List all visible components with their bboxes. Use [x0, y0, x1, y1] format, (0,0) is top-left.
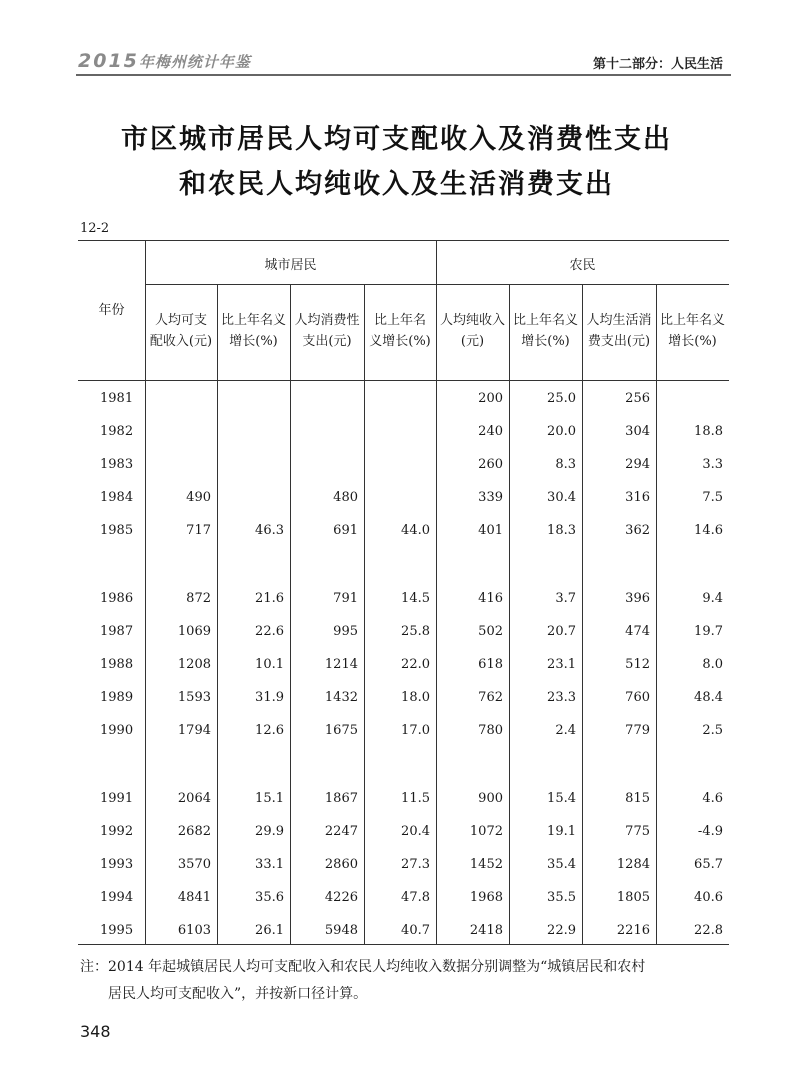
- yearbook-name: 年梅州统计年鉴: [138, 53, 251, 71]
- column-header: 人均生活消费支出(元): [586, 313, 652, 349]
- table-cell: 22.0: [401, 657, 430, 672]
- footnote-line2: 居民人均可支配收入”，并按新口径计算。: [108, 986, 368, 1002]
- group-header-rule: [145, 284, 729, 285]
- row-year: 1990: [100, 723, 134, 738]
- column-divider: [145, 240, 146, 944]
- yearbook-title: [78, 50, 251, 72]
- row-year: 1995: [100, 923, 134, 938]
- table-cell: 27.3: [401, 857, 430, 872]
- table-cell: 8.0: [702, 657, 723, 672]
- table-cell: 2.5: [702, 723, 723, 738]
- table-cell: 30.4: [547, 490, 576, 505]
- table-cell: 294: [625, 457, 650, 472]
- table-cell: 22.9: [547, 923, 576, 938]
- table-cell: 15.1: [255, 791, 284, 806]
- table-cell: 1452: [469, 857, 503, 872]
- table-cell: 762: [478, 690, 503, 705]
- table-cell: 304: [625, 424, 650, 439]
- header-rule: [76, 74, 731, 76]
- table-cell: 2064: [177, 791, 211, 806]
- table-cell: 40.6: [694, 890, 723, 905]
- table-cell: 5948: [324, 923, 358, 938]
- column-header: 比上年名义增长(%): [221, 313, 287, 349]
- table-bottom-rule: [78, 944, 729, 945]
- table-cell: 10.1: [255, 657, 284, 672]
- table-cell: 512: [625, 657, 650, 672]
- table-cell: 260: [478, 457, 503, 472]
- table-cell: 22.6: [255, 624, 284, 639]
- table-cell: 20.4: [401, 824, 430, 839]
- column-header: 人均纯收入(元): [440, 313, 506, 349]
- table-cell: 1675: [324, 723, 358, 738]
- table-cell: 15.4: [547, 791, 576, 806]
- column-divider: [364, 284, 365, 944]
- row-year: 1989: [100, 690, 134, 705]
- table-cell: 480: [333, 490, 358, 505]
- table-cell: 316: [625, 490, 650, 505]
- row-year: 1985: [100, 523, 134, 538]
- row-year: 1987: [100, 624, 134, 639]
- column-header-rule: [78, 380, 729, 381]
- table-cell: 25.0: [547, 391, 576, 406]
- table-cell: 1805: [616, 890, 650, 905]
- column-divider: [290, 284, 291, 944]
- column-divider: [582, 284, 583, 944]
- row-year: 1994: [100, 890, 134, 905]
- table-cell: 6103: [177, 923, 211, 938]
- table-cell: 618: [478, 657, 503, 672]
- row-year: 1991: [100, 791, 134, 806]
- row-year: 1992: [100, 824, 134, 839]
- footnote-line1: 注：2014 年起城镇居民人均可支配收入和农民人均纯收入数据分别调整为“城镇居民和农村: [80, 959, 646, 975]
- statistics-table: [78, 240, 729, 944]
- table-cell: 1072: [469, 824, 503, 839]
- table-cell: 18.3: [547, 523, 576, 538]
- table-top-rule: [78, 240, 729, 241]
- page-title-line2: 和农民人均纯收入及生活消费支出: [179, 169, 614, 200]
- table-cell: 416: [478, 591, 503, 606]
- table-cell: 4841: [177, 890, 211, 905]
- table-cell: 200: [478, 391, 503, 406]
- table-cell: 760: [625, 690, 650, 705]
- year-header: 年份: [98, 303, 125, 318]
- column-header: 比上年名义增长(%): [660, 313, 726, 349]
- column-divider: [436, 240, 437, 944]
- table-cell: 26.1: [255, 923, 284, 938]
- table-cell: 791: [333, 591, 358, 606]
- table-cell: 23.3: [547, 690, 576, 705]
- row-year: 1984: [100, 490, 134, 505]
- table-cell: 1069: [177, 624, 211, 639]
- table-cell: 48.4: [694, 690, 723, 705]
- table-cell: 815: [625, 791, 650, 806]
- table-cell: 35.5: [547, 890, 576, 905]
- table-cell: 8.3: [555, 457, 576, 472]
- table-cell: 29.9: [255, 824, 284, 839]
- table-cell: 474: [625, 624, 650, 639]
- row-year: 1988: [100, 657, 134, 672]
- table-cell: 3570: [177, 857, 211, 872]
- table-cell: 691: [333, 523, 358, 538]
- table-cell: 35.6: [255, 890, 284, 905]
- column-header: 比上年名义增长(%): [369, 313, 431, 349]
- column-header: 人均可支配收入(元): [149, 313, 213, 349]
- table-cell: 12.6: [255, 723, 284, 738]
- table-cell: 4.6: [702, 791, 723, 806]
- table-cell: 256: [625, 391, 650, 406]
- table-cell: 4226: [324, 890, 358, 905]
- group-header-rural: 农民: [569, 258, 596, 273]
- table-cell: 1593: [177, 690, 211, 705]
- table-cell: 502: [478, 624, 503, 639]
- page-title-line1: 市区城市居民人均可支配收入及消费性支出: [121, 124, 672, 155]
- yearbook-year: 2015: [78, 50, 139, 72]
- column-divider: [656, 284, 657, 944]
- table-cell: 17.0: [401, 723, 430, 738]
- table-cell: 2247: [324, 824, 358, 839]
- table-cell: 872: [186, 591, 211, 606]
- table-cell: 40.7: [401, 923, 430, 938]
- table-cell: 25.8: [401, 624, 430, 639]
- table-cell: 3.7: [555, 591, 576, 606]
- column-header: 比上年名义增长(%): [513, 313, 579, 349]
- table-cell: 11.5: [401, 791, 430, 806]
- table-cell: 65.7: [694, 857, 723, 872]
- table-cell: 1432: [324, 690, 358, 705]
- table-cell: 779: [625, 723, 650, 738]
- table-cell: 47.8: [401, 890, 430, 905]
- row-year: 1983: [100, 457, 134, 472]
- table-cell: 20.7: [547, 624, 576, 639]
- table-cell: 1867: [324, 791, 358, 806]
- table-cell: 7.5: [702, 490, 723, 505]
- table-cell: 780: [478, 723, 503, 738]
- table-cell: 1968: [469, 890, 503, 905]
- column-header: 人均消费性支出(元): [294, 313, 360, 349]
- table-cell: 19.1: [547, 824, 576, 839]
- table-cell: 44.0: [401, 523, 430, 538]
- table-cell: 23.1: [547, 657, 576, 672]
- table-cell: 2216: [616, 923, 650, 938]
- section-title: 第十二部分：人民生活: [592, 57, 723, 72]
- table-cell: 20.0: [547, 424, 576, 439]
- table-cell: -4.9: [697, 824, 723, 839]
- column-divider: [217, 284, 218, 944]
- table-cell: 2860: [324, 857, 358, 872]
- row-year: 1986: [100, 591, 134, 606]
- table-cell: 35.4: [547, 857, 576, 872]
- table-cell: 362: [625, 523, 650, 538]
- table-cell: 14.6: [694, 523, 723, 538]
- row-year: 1993: [100, 857, 134, 872]
- table-cell: 3.3: [702, 457, 723, 472]
- table-cell: 775: [625, 824, 650, 839]
- table-cell: 1284: [616, 857, 650, 872]
- table-cell: 33.1: [255, 857, 284, 872]
- table-cell: 1208: [177, 657, 211, 672]
- table-cell: 18.8: [694, 424, 723, 439]
- table-cell: 240: [478, 424, 503, 439]
- table-cell: 2418: [469, 923, 503, 938]
- table-cell: 31.9: [255, 690, 284, 705]
- table-cell: 14.5: [401, 591, 430, 606]
- table-cell: 1214: [324, 657, 358, 672]
- table-cell: 46.3: [255, 523, 284, 538]
- footnote: [80, 954, 645, 1008]
- table-cell: 1794: [177, 723, 211, 738]
- table-cell: 396: [625, 591, 650, 606]
- table-cell: 2.4: [555, 723, 576, 738]
- table-cell: 2682: [177, 824, 211, 839]
- page-number: 348: [80, 1022, 111, 1041]
- group-header-urban: 城市居民: [264, 258, 317, 273]
- table-cell: 22.8: [694, 923, 723, 938]
- table-cell: 490: [186, 490, 211, 505]
- table-cell: 19.7: [694, 624, 723, 639]
- table-cell: 18.0: [401, 690, 430, 705]
- table-cell: 21.6: [255, 591, 284, 606]
- table-cell: 900: [478, 791, 503, 806]
- table-cell: 995: [333, 624, 358, 639]
- table-cell: 717: [186, 523, 211, 538]
- table-number: 12-2: [80, 221, 110, 236]
- row-year: 1982: [100, 424, 134, 439]
- column-divider: [509, 284, 510, 944]
- table-cell: 401: [478, 523, 503, 538]
- table-cell: 9.4: [702, 591, 723, 606]
- table-cell: 339: [478, 490, 503, 505]
- row-year: 1981: [100, 391, 134, 406]
